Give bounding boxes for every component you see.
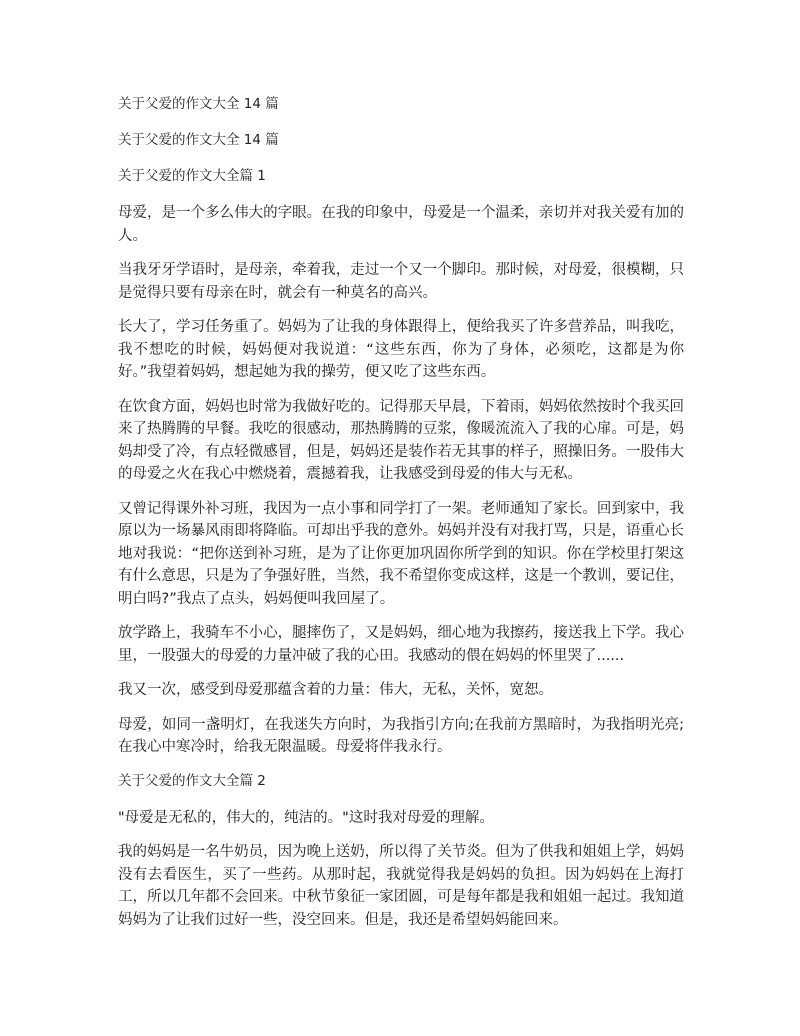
paragraph: 我又一次，感受到母爱那蕴含着的力量：伟大，无私，关怀，宽恕。 — [118, 682, 553, 698]
paragraph: 当我牙牙学语时，是母亲，牵着我，走过一个又一个脚印。那时候，对母爱，很模糊，只是觉得只要有母亲在时，就会有一种莫名的高兴。 — [118, 262, 684, 301]
essay-section-1 — [118, 166, 684, 759]
paragraph: 我的妈妈是一名牛奶员，因为晚上送奶，所以得了关节炎。但为了供我和姐姐上学，妈妈没有去看医生，买了一些药。从那时起，我就觉得我是妈妈的负担。因为妈妈在上海打工，所以几年都不会回来。中秋节象征一家团圆，可是每年都是我和姐姐一起过。我知道妈妈为了让我们过好一些，没空回来。但是，我还是希望妈妈能回来。 — [118, 844, 684, 928]
document-title: 关于父爱的作文大全 14 篇 — [118, 96, 279, 112]
paragraph: 母爱，如同一盏明灯，在我迷失方向时，为我指引方向;在我前方黑暗时，为我指明光亮;在我心中寒冷时，给我无限温暖。母爱将伴我永行。 — [118, 716, 684, 755]
section-heading: 关于父爱的作文大全篇 2 — [118, 772, 266, 789]
document-subtitle: 关于父爱的作文大全 14 篇 — [118, 132, 279, 148]
paragraph: 母爱，是一个多么伟大的字眼。在我的印象中，母爱是一个温柔，亲切并对我关爱有加的人。 — [118, 205, 684, 244]
paragraph: "母爱是无私的，伟大的，纯洁的。"这时我对母爱的理解。 — [118, 809, 494, 826]
section-heading: 关于父爱的作文大全篇 1 — [118, 168, 266, 184]
document-page — [118, 94, 684, 943]
paragraph: 放学路上，我骑车不小心，腿摔伤了，又是妈妈，细心地为我擦药，接送我上下学。我心里，一股强大的母爱的力量冲破了我的心田。我感动的偎在妈妈的怀里哭了...... — [118, 625, 684, 664]
paragraph: 又曾记得课外补习班，我因为一点小事和同学打了一架。老师通知了家长。回到家中，我原以为一场暴风雨即将降临。可却出乎我的意外。妈妈并没有对我打骂，只是，语重心长地对我说：“把你送到补习班，是为了让你更加巩固你所学到的知识。你在学校里打架这有什么意思，只是为了争强好胜，当然，我不希望你变成这样，这是一个教训，要记住，明白吗?”我点了点头，妈妈便叫我回屋了。 — [118, 500, 684, 607]
essay-section-2 — [118, 771, 684, 932]
paragraph: 长大了，学习任务重了。妈妈为了让我的身体跟得上，便给我买了许多营养品，叫我吃，我不想吃的时候，妈妈便对我说道：“这些东西，你为了身体，必须吃，这都是为你好。”我望着妈妈，想起她为我的操劳，便又吃了这些东西。 — [118, 319, 684, 380]
paragraph: 在饮食方面，妈妈也时常为我做好吃的。记得那天早晨，下着雨，妈妈依然按时个我买回来了热腾腾的早餐。我吃的很感动，那热腾腾的豆浆，像暖流流入了我的心扉。可是，妈妈却受了冷，有点轻微感冒，但是，妈妈还是装作若无其事的样子，照操旧务。一股伟大的母爱之火在我心中燃烧着，震撼着我，让我感受到母爱的伟大与无私。 — [118, 398, 684, 482]
